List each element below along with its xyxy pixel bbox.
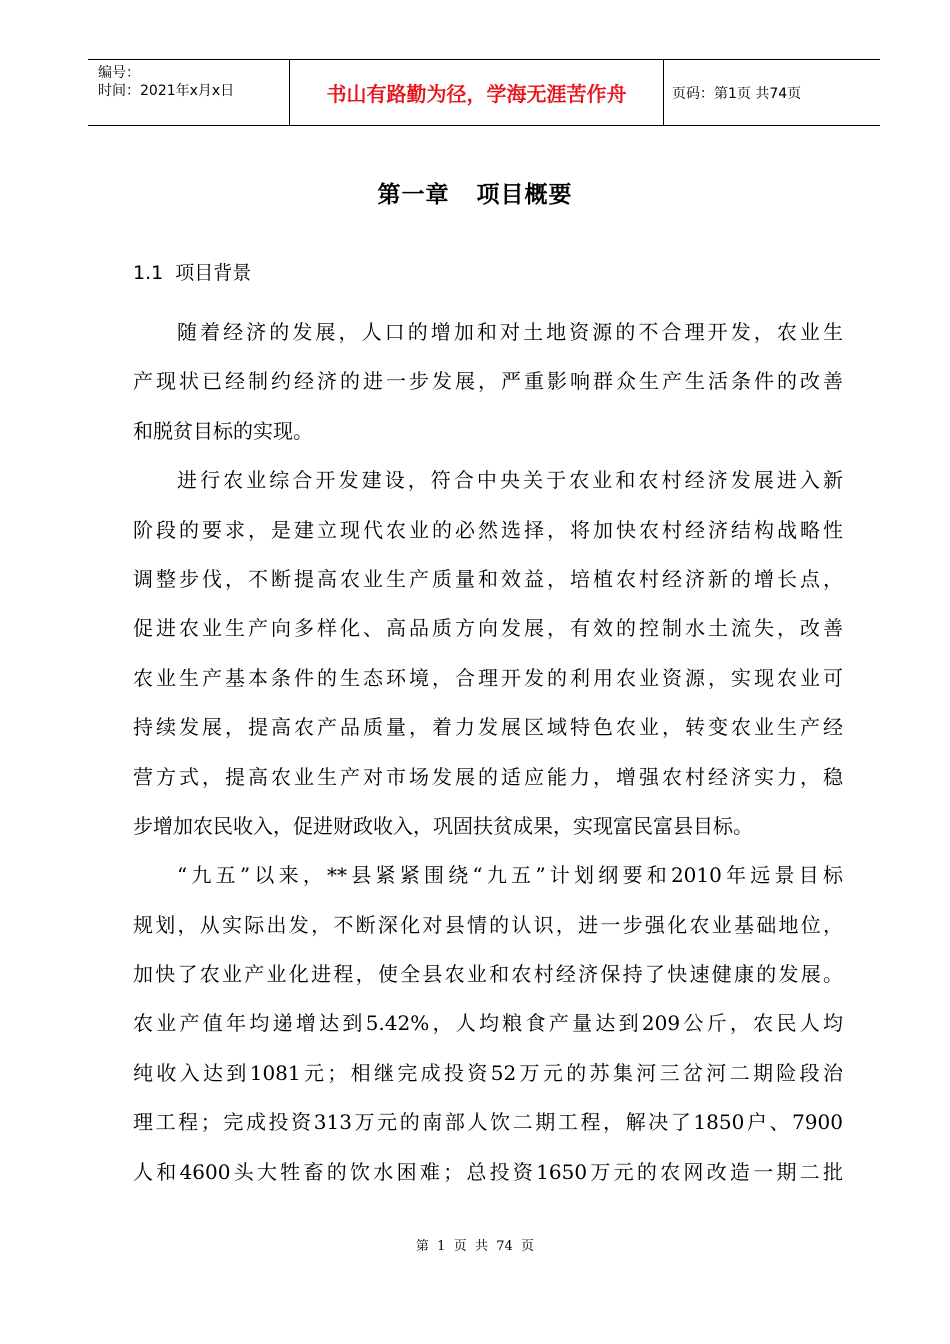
paragraph-line: 理工程；完成投资313万元的南部人饮二期工程，解决了1850户、7900 bbox=[133, 1110, 843, 1135]
paragraph-line: 产现状已经制约经济的进一步发展，严重影响群众生产生活条件的改善 bbox=[133, 369, 843, 394]
section-heading: 1.1 项目背景 bbox=[133, 262, 252, 284]
paragraph-line: 调整步伐，不断提高农业生产质量和效益，培植农村经济新的增长点， bbox=[133, 566, 843, 591]
paragraph-line: 纯收入达到1081元；相继完成投资52万元的苏集河三岔河二期险段治 bbox=[133, 1060, 843, 1085]
document-time-label: 时间：2021年x月x日 bbox=[98, 83, 235, 99]
paragraph-line: 人和4600头大牲畜的饮水困难；总投资1650万元的农网改造一期二批 bbox=[133, 1159, 843, 1184]
paragraph-line: 农业产值年均递增达到5.42%，人均粮食产量达到209公斤，农民人均 bbox=[133, 1011, 843, 1036]
document-number-label: 编号： bbox=[98, 65, 140, 81]
paragraph-line: 步增加农民收入，促进财政收入，巩固扶贫成果，实现富民富县目标。 bbox=[133, 813, 753, 838]
header-motto: 书山有路勤为径，学海无涯苦作舟 bbox=[290, 60, 664, 125]
paragraph-line: 农业生产基本条件的生态环境，合理开发的利用农业资源，实现农业可 bbox=[133, 665, 843, 690]
paragraph-line: 和脱贫目标的实现。 bbox=[133, 418, 313, 443]
paragraph-line: 加快了农业产业化进程，使全县农业和农村经济保持了快速健康的发展。 bbox=[133, 962, 843, 987]
paragraph-line: 持续发展，提高农产品质量，着力发展区域特色农业，转变农业生产经 bbox=[133, 715, 843, 740]
paragraph-line: 规划，从实际出发，不断深化对县情的认识，进一步强化农业基础地位， bbox=[133, 912, 843, 937]
paragraph-line: 促进农业生产向多样化、高品质方向发展，有效的控制水土流失，改善 bbox=[133, 616, 843, 641]
body-text bbox=[133, 308, 843, 1197]
chapter-title: 第一章 项目概要 bbox=[377, 182, 573, 208]
page-footer: 第 1 页 共 74 页 bbox=[415, 1239, 535, 1254]
header-meta bbox=[88, 60, 290, 125]
paragraph-line: 随着经济的发展，人口的增加和对土地资源的不合理开发，农业生 bbox=[177, 320, 843, 344]
paragraph-line: 营方式，提高农业生产对市场发展的适应能力，增强农村经济实力，稳 bbox=[133, 764, 843, 789]
paragraph-line: 进行农业综合开发建设，符合中央关于农业和农村经济发展进入新 bbox=[177, 468, 843, 493]
paragraph-line: “九五”以来，**县紧紧围绕“九五”计划纲要和2010年远景目标 bbox=[177, 863, 843, 888]
page-header bbox=[88, 59, 880, 126]
paragraph-line: 阶段的要求，是建立现代农业的必然选择，将加快农村经济结构战略性 bbox=[133, 517, 843, 542]
header-page-info: 页码：第1页 共74页 bbox=[672, 85, 802, 102]
